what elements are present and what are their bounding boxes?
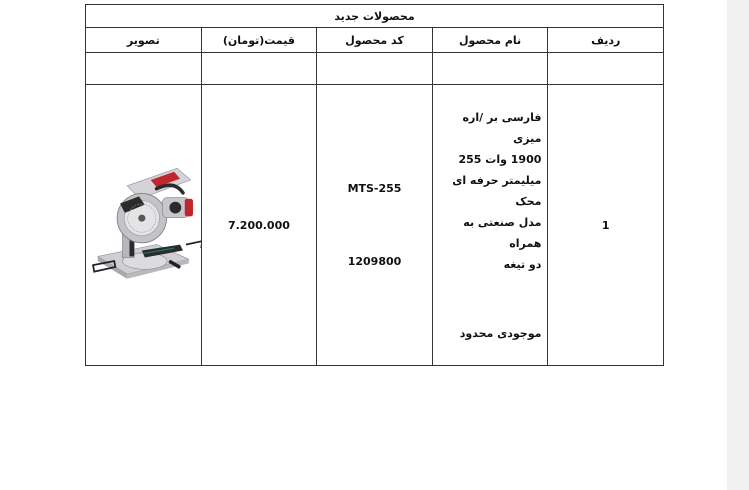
product-name-line-3: میلیمتر حرفه ای محک [452,173,542,208]
product-name-cell [432,85,548,366]
product-name-line-4: مدل صنعتی به همراه [463,215,542,250]
table-title: محصولات جدید [86,5,664,28]
header-product-code: کد محصول [317,28,433,53]
products-table [85,4,664,366]
page-margin [727,0,749,490]
header-price: قیمت(تومان) [201,28,317,53]
empty-row [86,53,664,85]
product-image-cell [86,85,202,366]
product-code-cell [317,85,433,366]
product-code: 1209800 [347,255,402,268]
miter-saw-image [86,118,201,333]
product-price: 7.200.000 [201,85,317,366]
product-name-line-5: دو تیغه [503,257,542,271]
header-row-number: ردیف [548,28,664,53]
stock-status: موجودی محدود [459,326,542,340]
row-index: 1 [548,85,664,366]
product-name-line-2: 1900 وات 255 [458,152,542,166]
product-name-line-1: فارسی بر /اره میزی [462,110,542,145]
table-row [86,85,664,366]
header-image: تصویر [86,28,202,53]
product-model: MTS-255 [347,182,402,195]
header-product-name: نام محصول [432,28,548,53]
